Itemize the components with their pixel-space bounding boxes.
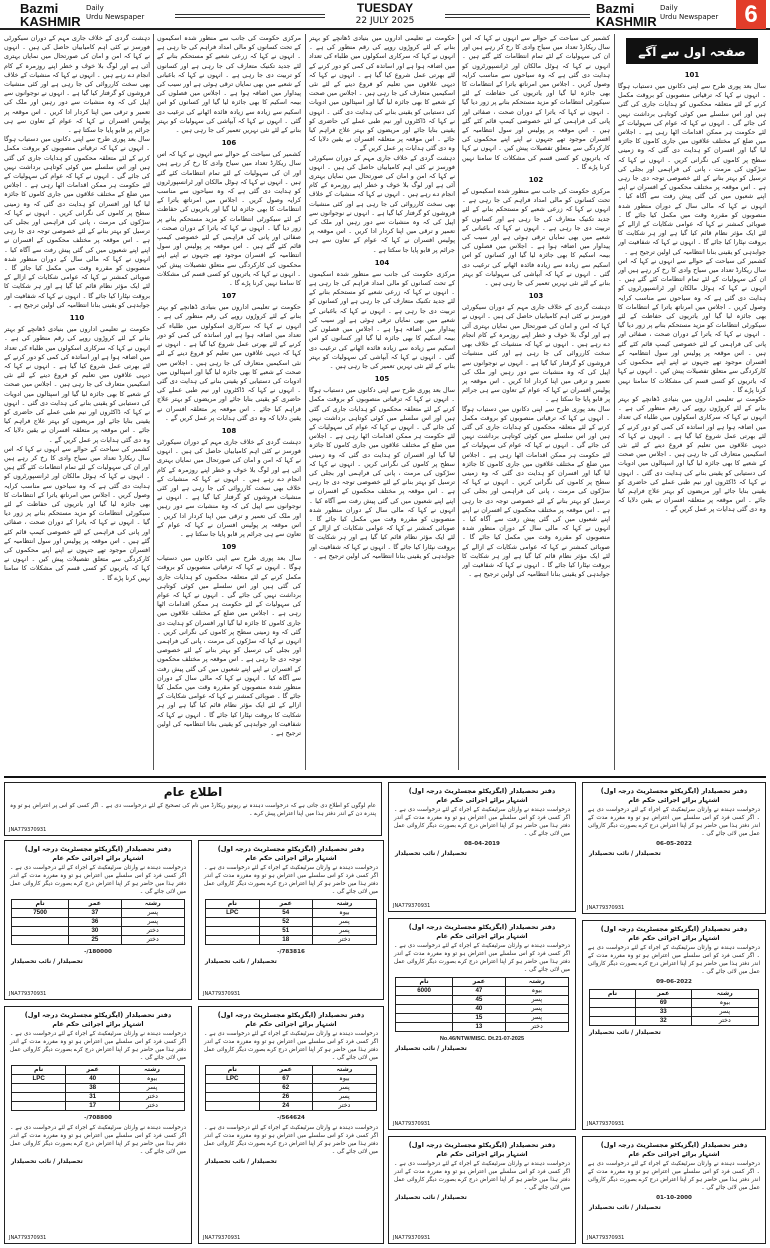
ad-body: درخواست دہندہ نے وارثان سرٹیفکیٹ کے اجراء کے لئے درخواست دی ہے ۔ اگر کسی فرد کو اس سلسلے میں اعتراض ہو تو وہ مقررہ مدت کے اندر دفتر ہذا میں حاضر ہو کر اپنا اعتراض درج کرے بصورت دیگر کاروائی عمل میں لائی جائے گی ۔ — [10, 1031, 186, 1061]
article-column-3 — [309, 34, 455, 770]
table-row — [396, 996, 569, 1005]
ad-body: درخواست دہندہ نے وارثان سرٹیفکیٹ کے اجراء کے لئے درخواست دی ہے ۔ اگر کسی فرد کو اس سلسلے میں اعتراض ہو تو وہ مقررہ مدت کے اندر دفتر ہذا میں حاضر ہو کر اپنا اعتراض درج کرے بصورت دیگر کاروائی عمل میں لائی جائے گی ۔ — [588, 1161, 760, 1191]
ad-title: دفتر تحصیلدار (ایگزیکٹو مجسٹریٹ درجہ اول) — [408, 923, 556, 931]
ad-signature: تحصیلدار / نائب تحصیلدار — [395, 851, 467, 857]
cell: پسر — [505, 1005, 568, 1014]
cell: 54 — [259, 909, 312, 918]
table-row — [396, 987, 569, 996]
article-column-1 — [618, 34, 766, 770]
th: نام — [396, 978, 453, 987]
article-number: 102 — [528, 176, 544, 185]
article-text: مرکزی حکومت کی جانب سے منظور شدہ اسکیموں کے تحت کسانوں کو مالی امداد فراہم کی جا رہی ہے ۔ انہوں نے کہا کہ زرعی شعبے کو مستحکم بنانے کے لئے جدید تکنیک متعارف کی جا رہی ہے اور کسانوں کو تربیت دی جا رہی ہے ۔ انہوں نے کہا کہ باغبانی کے شعبے میں بھی نمایاں ترقی ہوئی ہے اور سیب کی پیداوار میں اضافہ ہوا ہے ۔ اجلاس میں فصلوں کی بیمہ اسکیم کا بھی جائزہ لیا گیا اور کسانوں کو اس اسکیم سے زیادہ سے زیادہ فائدہ اٹھانے کی ترغیب دی گئی ۔ انہوں نے کہا کہ آبپاشی کی سہولیات کو بہتر بنانے کے لئے نئی نہریں تعمیر کی جا رہی ہیں ۔ — [157, 34, 301, 135]
cell: 17 — [66, 1102, 120, 1111]
brand-bottom: KASHMIR — [596, 14, 657, 29]
cell — [396, 1014, 453, 1023]
ad-amount: 708800/- — [84, 1115, 112, 1121]
table-row — [396, 1005, 569, 1014]
th: رشتہ — [691, 990, 758, 999]
heirs-table — [395, 977, 569, 1032]
table-row — [396, 1014, 569, 1023]
cell: 52 — [259, 918, 312, 927]
ad-body: عام لوگوں کو اطلاع دی جاتی ہے کہ درخواست دہندہ نے ریونیو ریکارڈ میں نام کی تصحیح کے لئے درخواست دی ہے ۔ اگر کسی کو اس پر اعتراض ہو تو وہ پندرہ دن کے اندر دفتر ہذا میں اپنا اعتراض پیش کرے ۔ — [10, 803, 376, 817]
cell: 6000 — [396, 987, 453, 996]
ad-subtitle: اشتہار برائے اجرائی حکم عام — [628, 1150, 720, 1158]
ad-title: دفتر تحصیلدار (ایگزیکٹو مجسٹریٹ درجہ اول) — [217, 1011, 365, 1019]
ad-code: JNA779370931 — [587, 1121, 625, 1127]
ad-signature: تحصیلدار / نائب تحصیلدار — [205, 959, 277, 965]
article-text: سال بعد پوری طرح سے اپنی دکانوں میں دستیاب ہوگا ۔ انہوں نے کہا کہ ترقیاتی منصوبوں کو بروقت مکمل کرنے کے لئے متعلقہ محکموں کو ہدایات جاری کی گئی ہیں اور اس سلسلے میں کوئی کوتاہی برداشت نہیں کی جائے گی ۔ انہوں نے کہا کہ عوام کی سہولیات کے لئے حکومت ہر ممکن اقدامات اٹھا رہی ہے ۔ اجلاس میں ضلع کے مختلف علاقوں میں جاری کاموں کا جائزہ لیا گیا اور افسران کو ہدایت دی گئی کہ وہ زمینی سطح پر کاموں کی نگرانی کریں ۔ انہوں نے کہا کہ سڑکوں کی مرمت ، پانی کی فراہمی اور بجلی کی ترسیل کو بہتر بنانے کے لئے خصوصی توجہ دی جا رہی ہے ۔ اس موقعہ پر مختلف محکموں کے افسران نے اپنے اپنے شعبوں میں کی گئی پیش رفت سے آگاہ کیا ۔ انہوں نے کہا کہ مالی سال کے دوران منظور شدہ منصوبوں کو مقررہ وقت میں مکمل کیا جائے گا ۔ صوبائی کمشنر نے کہا کہ عوامی شکایات کے ازالے کے لئے ایک مؤثر نظام قائم کیا گیا ہے اور ہر شکایت کا بروقت نپٹارا کیا جائے گا ۔ انہوں نے کہا کہ شفافیت اور جوابدہی کو یقینی بنانا انتظامیہ کی اولین ترجیح ہے ۔ — [309, 386, 455, 560]
article-text: کشمیر کی سیاحت کے حوالے سے انہوں نے کہا کہ اس سال ریکارڈ تعداد میں سیاح وادی کا رخ کر رہے ہیں اور ان کی سہولیات کے لئے تمام انتظامات کئے گئے ہیں ۔ انہوں نے کہا کہ ہوٹل مالکان اور ٹرانسپورٹروں کو ہدایت دی گئی ہے کہ وہ سیاحوں سے مناسب کرایہ وصول کریں ۔ اجلاس میں امرناتھ یاترا کے انتظامات کا بھی جائزہ لیا گیا اور یاتریوں کی حفاظت کے لئے سیکورٹی انتظامات کو مزید مستحکم بنانے پر زور دیا گیا ۔ انہوں نے کہا کہ یاترا کے دوران صحت ، صفائی اور پانی کی فراہمی کے لئے خصوصی کیمپ قائم کئے گئے ہیں ۔ اس موقعہ پر پولیس اور سول انتظامیہ کے افسران موجود تھے جنہوں نے اپنے اپنے محکموں کی کارکردگی سے متعلق تفصیلات پیش کیں ۔ انہوں نے کہا کہ یاتریوں کو کسی قسم کی مشکلات کا سامنا نہیں کرنا پڑے گا ۔ — [618, 256, 766, 394]
ad-body: درخواست دہندہ نے وارثان سرٹیفکیٹ کے اجراء کے لئے درخواست دی ہے ۔ اگر کسی فرد کو اس سلسلے میں اعتراض ہو تو وہ مقررہ مدت کے اندر دفتر ہذا میں حاضر ہو کر اپنا اعتراض درج کرے بصورت دیگر کاروائی عمل میں لائی جائے گی ۔ — [10, 1125, 186, 1155]
cell: پسر — [691, 1008, 758, 1017]
table-row — [12, 1093, 185, 1102]
ad-amount: 564624/- — [277, 1115, 305, 1121]
ad-notice — [582, 1136, 766, 1244]
ad-code: JNA779370931 — [203, 991, 241, 997]
ad-body: درخواست دہندہ نے وارثان سرٹیفکیٹ کے اجراء کے لئے درخواست دی ہے ۔ اگر کسی فرد کو اس سلسلے میں اعتراض ہو تو وہ مقررہ مدت کے اندر دفتر ہذا میں حاضر ہو کر اپنا اعتراض درج کرے بصورت دیگر کاروائی عمل میں لائی جائے گی ۔ — [204, 865, 378, 895]
brand-bottom: KASHMIR — [20, 14, 81, 29]
table-row — [206, 1093, 377, 1102]
ad-body: درخواست دہندہ نے وارثان سرٹیفکیٹ کے اجراء کے لئے درخواست دی ہے ۔ اگر کسی فرد کو اس سلسلے میں اعتراض ہو تو وہ مقررہ مدت کے اندر دفتر ہذا میں حاضر ہو کر اپنا اعتراض درج کرے بصورت دیگر کاروائی عمل میں لائی جائے گی ۔ — [204, 1031, 378, 1061]
sub-top: Daily — [86, 4, 104, 12]
article-number: 101 — [684, 71, 700, 79]
ad-date: 09-06-2022 — [656, 979, 692, 985]
heirs-table — [11, 899, 185, 945]
cell: بیوہ — [120, 1075, 185, 1084]
ad-notice — [388, 782, 576, 912]
th: رشتہ — [120, 1066, 185, 1075]
ad-subtitle: اشتہار برائے اجرائی حکم عام — [628, 934, 720, 942]
cell — [396, 996, 453, 1005]
cell — [12, 927, 69, 936]
cell: LPC — [206, 1075, 260, 1084]
ad-signature: تحصیلدار / نائب تحصیلدار — [589, 1205, 661, 1211]
table-row — [12, 936, 185, 945]
table-row — [206, 927, 377, 936]
article-column-2 — [462, 34, 610, 770]
ad-subtitle: اشتہار برائے اجرائی حکم عام — [245, 1020, 337, 1028]
table-row — [12, 1075, 185, 1084]
article-column-4 — [157, 34, 301, 770]
ad-amount: 180000/- — [84, 949, 112, 955]
th: رشتہ — [312, 1066, 376, 1075]
cell: 15 — [453, 1014, 505, 1023]
ad-code: JNA779370931 — [587, 1235, 625, 1241]
ad-signature: تحصیلدار / نائب تحصیلدار — [205, 1159, 277, 1165]
ad-title: دفتر تحصیلدار (ایگزیکٹو مجسٹریٹ درجہ اول) — [408, 1141, 556, 1149]
cell — [590, 1017, 636, 1026]
article-text: کشمیر کی سیاحت کے حوالے سے انہوں نے کہا کہ اس سال ریکارڈ تعداد میں سیاح وادی کا رخ کر رہے ہیں اور ان کی سہولیات کے لئے تمام انتظامات کئے گئے ہیں ۔ انہوں نے کہا کہ ہوٹل مالکان اور ٹرانسپورٹروں کو ہدایت دی گئی ہے کہ وہ سیاحوں سے مناسب کرایہ وصول کریں ۔ اجلاس میں امرناتھ یاترا کے انتظامات کا بھی جائزہ لیا گیا اور یاتریوں کی حفاظت کے لئے سیکورٹی انتظامات کو مزید مستحکم بنانے پر زور دیا گیا ۔ انہوں نے کہا کہ یاترا کے دوران صحت ، صفائی اور پانی کی فراہمی کے لئے خصوصی کیمپ قائم کئے گئے ہیں ۔ اس موقعہ پر پولیس اور سول انتظامیہ کے افسران موجود تھے جنہوں نے اپنے اپنے محکموں کی کارکردگی سے متعلق تفصیلات پیش کیں ۔ انہوں نے کہا کہ یاتریوں کو کسی قسم کی مشکلات کا سامنا نہیں کرنا پڑے گا ۔ — [157, 150, 301, 288]
article-number: 110 — [69, 314, 85, 323]
ad-code: JNA779370931 — [587, 905, 625, 911]
th: عمر — [259, 900, 312, 909]
article-text: سال بعد پوری طرح سے اپنی دکانوں میں دستیاب ہوگا ۔ انہوں نے کہا کہ ترقیاتی منصوبوں کو بروقت مکمل کرنے کے لئے متعلقہ محکموں کو ہدایات جاری کی گئی ہیں اور اس سلسلے میں کوئی کوتاہی برداشت نہیں کی جائے گی ۔ انہوں نے کہا کہ عوام کی سہولیات کے لئے حکومت ہر ممکن اقدامات اٹھا رہی ہے ۔ اجلاس میں ضلع کے مختلف علاقوں میں جاری کاموں کا جائزہ لیا گیا اور افسران کو ہدایت دی گئی کہ وہ زمینی سطح پر کاموں کی نگرانی کریں ۔ انہوں نے کہا کہ سڑکوں کی مرمت ، پانی کی فراہمی اور بجلی کی ترسیل کو بہتر بنانے کے لئے خصوصی توجہ دی جا رہی ہے ۔ اس موقعہ پر مختلف محکموں کے افسران نے اپنے اپنے شعبوں میں کی گئی پیش رفت سے آگاہ کیا ۔ انہوں نے کہا کہ مالی سال کے دوران منظور شدہ منصوبوں کو مقررہ وقت میں مکمل کیا جائے گا ۔ صوبائی کمشنر نے کہا کہ عوامی شکایات کے ازالے کے لئے ایک مؤثر نظام قائم کیا گیا ہے اور ہر شکایت کا بروقت نپٹارا کیا جائے گا ۔ انہوں نے کہا کہ شفافیت اور جوابدہی کو یقینی بنانا انتظامیہ کی اولین ترجیح ہے ۔ — [157, 554, 301, 738]
ad-code: JNA779370931 — [9, 991, 47, 997]
table-row — [396, 1023, 569, 1032]
column-divider — [305, 34, 306, 770]
cell: 62 — [259, 1084, 312, 1093]
cell: پسر — [505, 996, 568, 1005]
ad-subtitle: اشتہار برائے اجرائی حکم عام — [436, 1150, 528, 1158]
masthead — [0, 0, 770, 30]
th: نام — [590, 990, 636, 999]
article-number: 107 — [221, 292, 237, 301]
ad-signature: تحصیلدار / نائب تحصیلدار — [589, 851, 661, 857]
cell: دختر — [120, 1102, 185, 1111]
heirs-table — [589, 989, 759, 1026]
heirs-table — [205, 1065, 377, 1111]
cell: 47 — [453, 987, 505, 996]
cell: 33 — [635, 1008, 691, 1017]
article-text: کشمیر کی سیاحت کے حوالے سے انہوں نے کہا کہ اس سال ریکارڈ تعداد میں سیاح وادی کا رخ کر رہے ہیں اور ان کی سہولیات کے لئے تمام انتظامات کئے گئے ہیں ۔ انہوں نے کہا کہ ہوٹل مالکان اور ٹرانسپورٹروں کو ہدایت دی گئی ہے کہ وہ سیاحوں سے مناسب کرایہ وصول کریں ۔ اجلاس میں امرناتھ یاترا کے انتظامات کا بھی جائزہ لیا گیا اور یاتریوں کی حفاظت کے لئے سیکورٹی انتظامات کو مزید مستحکم بنانے پر زور دیا گیا ۔ انہوں نے کہا کہ یاترا کے دوران صحت ، صفائی اور پانی کی فراہمی کے لئے خصوصی کیمپ قائم کئے گئے ہیں ۔ اس موقعہ پر پولیس اور سول انتظامیہ کے افسران موجود تھے جنہوں نے اپنے اپنے محکموں کی کارکردگی سے متعلق تفصیلات پیش کیں ۔ انہوں نے کہا کہ یاتریوں کو کسی قسم کی مشکلات کا سامنا نہیں کرنا پڑے گا ۔ — [462, 34, 610, 171]
ad-notice — [582, 782, 766, 914]
sub-bottom: Urdu Newspaper — [660, 13, 719, 21]
cell: بیوہ — [691, 999, 758, 1008]
brand-top: Bazmi — [596, 1, 635, 16]
ad-body: درخواست دہندہ نے وارثان سرٹیفکیٹ کے اجراء کے لئے درخواست دی ہے ۔ اگر کسی فرد کو اس سلسلے میں اعتراض ہو تو وہ مقررہ مدت کے اندر دفتر ہذا میں حاضر ہو کر اپنا اعتراض درج کرے بصورت دیگر کاروائی عمل میں لائی جائے گی ۔ — [204, 1125, 378, 1155]
ad-title: دفتر تحصیلدار (ایگزیکٹو مجسٹریٹ درجہ اول) — [24, 845, 172, 853]
article-number: 105 — [374, 375, 390, 384]
th: نام — [206, 900, 260, 909]
ad-title: دفتر تحصیلدار (ایگزیکٹو مجسٹریٹ درجہ اول) — [24, 1011, 172, 1019]
ad-signature: تحصیلدار / نائب تحصیلدار — [11, 959, 83, 965]
cell: پسر — [312, 927, 376, 936]
cell — [396, 1005, 453, 1014]
ad-public-notice — [4, 782, 382, 836]
cell: دختر — [505, 1023, 568, 1032]
cell: 26 — [259, 1093, 312, 1102]
masthead-brand-right — [596, 2, 657, 28]
cell: دختر — [312, 1102, 376, 1111]
table-row — [12, 918, 185, 927]
cell: 32 — [635, 1017, 691, 1026]
masthead-day: TUESDAY — [356, 1, 414, 15]
ad-notice-table — [198, 1006, 384, 1244]
cell — [206, 927, 260, 936]
masthead-brand-left — [20, 2, 81, 28]
column-divider — [153, 34, 154, 770]
cell: دختر — [691, 1017, 758, 1026]
cell — [206, 936, 260, 945]
th: عمر — [69, 900, 121, 909]
cell: 7500 — [12, 909, 69, 918]
ad-signature: تحصیلدار / نائب تحصیلدار — [589, 1030, 661, 1036]
article-number: 103 — [528, 292, 544, 301]
sub-bottom: Urdu Newspaper — [86, 13, 145, 21]
article-text: دہشت گردی کے خلاف جاری مہم کے دوران سیکورٹی فورسز نے کئی اہم کامیابیاں حاصل کی ہیں ۔ انہوں نے کہا کہ امن و امان کی صورتحال میں نمایاں بہتری آئی ہے اور لوگ بلا خوف و خطر اپنے روزمرہ کے کام انجام دے رہے ہیں ۔ انہوں نے کہا کہ منشیات کے خلاف بھی سخت کارروائی کی جا رہی ہے اور کئی منشیات فروشوں کو گرفتار کیا گیا ہے ۔ انہوں نے نوجوانوں سے اپیل کی کہ وہ منشیات سے دور رہیں اور ملک کی تعمیر و ترقی میں اپنا کردار ادا کریں ۔ اس موقعہ پر پولیس افسران نے کہا کہ عوام کے تعاون سے ہی جرائم پر قابو پایا جا سکتا ہے ۔ — [4, 34, 150, 135]
article-text: حکومت نے تعلیمی اداروں میں بنیادی ڈھانچے کو بہتر بنانے کے لئے کروڑوں روپے کی رقم منظور کی ہے ۔ انہوں نے کہا کہ سرکاری اسکولوں میں طلباء کی تعداد میں اضافہ ہوا ہے اور اساتذہ کی کمی کو دور کرنے کے لئے بھرتی عمل شروع کیا گیا ہے ۔ انہوں نے کہا کہ دیہی علاقوں میں تعلیم کو فروغ دینے کے لئے نئی اسکیمیں متعارف کی جا رہی ہیں ۔ اجلاس میں صحت کے شعبے کا بھی جائزہ لیا گیا اور اسپتالوں میں ادویات کی دستیابی کو یقینی بنانے کی ہدایت دی گئی ۔ انہوں نے کہا کہ ڈاکٹروں اور نیم طبی عملے کی حاضری کو یقینی بنایا جائے اور مریضوں کو بہتر علاج فراہم کیا جائے ۔ اس موقعہ پر متعلقہ افسران نے یقین دلایا کہ وہ دی گئی ہدایات پر عمل کریں گے ۔ — [618, 394, 766, 514]
article-number: 109 — [221, 543, 237, 552]
table-row — [12, 927, 185, 936]
table-row — [12, 1102, 185, 1111]
cell: 36 — [69, 918, 121, 927]
ad-body: درخواست دہندہ نے وارثان سرٹیفکیٹ کے اجراء کے لئے درخواست دی ہے ۔ اگر کسی فرد کو اس سلسلے میں اعتراض ہو تو وہ مقررہ مدت کے اندر دفتر ہذا میں حاضر ہو کر اپنا اعتراض درج کرے بصورت دیگر کاروائی عمل میں لائی جائے گی ۔ — [394, 943, 570, 973]
article-text: حکومت نے تعلیمی اداروں میں بنیادی ڈھانچے کو بہتر بنانے کے لئے کروڑوں روپے کی رقم منظور کی ہے ۔ انہوں نے کہا کہ سرکاری اسکولوں میں طلباء کی تعداد میں اضافہ ہوا ہے اور اساتذہ کی کمی کو دور کرنے کے لئے بھرتی عمل شروع کیا گیا ہے ۔ انہوں نے کہا کہ دیہی علاقوں میں تعلیم کو فروغ دینے کے لئے نئی اسکیمیں متعارف کی جا رہی ہیں ۔ اجلاس میں صحت کے شعبے کا بھی جائزہ لیا گیا اور اسپتالوں میں ادویات کی دستیابی کو یقینی بنانے کی ہدایت دی گئی ۔ انہوں نے کہا کہ ڈاکٹروں اور نیم طبی عملے کی حاضری کو یقینی بنایا جائے اور مریضوں کو بہتر علاج فراہم کیا جائے ۔ اس موقعہ پر متعلقہ افسران نے یقین دلایا کہ وہ دی گئی ہدایات پر عمل کریں گے ۔ — [157, 303, 301, 422]
masthead-sub-right — [660, 4, 718, 22]
article-text: دہشت گردی کے خلاف جاری مہم کے دوران سیکورٹی فورسز نے کئی اہم کامیابیاں حاصل کی ہیں ۔ انہوں نے کہا کہ امن و امان کی صورتحال میں نمایاں بہتری آئی ہے اور لوگ بلا خوف و خطر اپنے روزمرہ کے کام انجام دے رہے ہیں ۔ انہوں نے کہا کہ منشیات کے خلاف بھی سخت کارروائی کی جا رہی ہے اور کئی منشیات فروشوں کو گرفتار کیا گیا ہے ۔ انہوں نے نوجوانوں سے اپیل کی کہ وہ منشیات سے دور رہیں اور ملک کی تعمیر و ترقی میں اپنا کردار ادا کریں ۔ اس موقعہ پر پولیس افسران نے کہا کہ عوام کے تعاون سے ہی جرائم پر قابو پایا جا سکتا ہے ۔ — [309, 153, 455, 254]
article-text: سال بعد پوری طرح سے اپنی دکانوں میں دستیاب ہوگا ۔ انہوں نے کہا کہ ترقیاتی منصوبوں کو بروقت مکمل کرنے کے لئے متعلقہ محکموں کو ہدایات جاری کی گئی ہیں اور اس سلسلے میں کوئی کوتاہی برداشت نہیں کی جائے گی ۔ انہوں نے کہا کہ عوام کی سہولیات کے لئے حکومت ہر ممکن اقدامات اٹھا رہی ہے ۔ اجلاس میں ضلع کے مختلف علاقوں میں جاری کاموں کا جائزہ لیا گیا اور افسران کو ہدایت دی گئی کہ وہ زمینی سطح پر کاموں کی نگرانی کریں ۔ انہوں نے کہا کہ سڑکوں کی مرمت ، پانی کی فراہمی اور بجلی کی ترسیل کو بہتر بنانے کے لئے خصوصی توجہ دی جا رہی ہے ۔ اس موقعہ پر مختلف محکموں کے افسران نے اپنے اپنے شعبوں میں کی گئی پیش رفت سے آگاہ کیا ۔ انہوں نے کہا کہ مالی سال کے دوران منظور شدہ منصوبوں کو مقررہ وقت میں مکمل کیا جائے گا ۔ صوبائی کمشنر نے کہا کہ عوامی شکایات کے ازالے کے لئے ایک مؤثر نظام قائم کیا گیا ہے اور ہر شکایت کا بروقت نپٹارا کیا جائے گا ۔ انہوں نے کہا کہ شفافیت اور جوابدہی کو یقینی بنانا انتظامیہ کی اولین ترجیح ہے ۔ — [462, 404, 610, 579]
cell — [590, 999, 636, 1008]
table-row — [206, 918, 377, 927]
table-row — [206, 1084, 377, 1093]
page-number-badge: 6 — [736, 0, 766, 29]
cell: 13 — [453, 1023, 505, 1032]
article-text: سال بعد پوری طرح سے اپنی دکانوں میں دستیاب ہوگا ۔ انہوں نے کہا کہ ترقیاتی منصوبوں کو بروقت مکمل کرنے کے لئے متعلقہ محکموں کو ہدایات جاری کی گئی ہیں اور اس سلسلے میں کوئی کوتاہی برداشت نہیں کی جائے گی ۔ انہوں نے کہا کہ عوام کی سہولیات کے لئے حکومت ہر ممکن اقدامات اٹھا رہی ہے ۔ اجلاس میں ضلع کے مختلف علاقوں میں جاری کاموں کا جائزہ لیا گیا اور افسران کو ہدایت دی گئی کہ وہ زمینی سطح پر کاموں کی نگرانی کریں ۔ انہوں نے کہا کہ سڑکوں کی مرمت ، پانی کی فراہمی اور بجلی کی ترسیل کو بہتر بنانے کے لئے خصوصی توجہ دی جا رہی ہے ۔ اس موقعہ پر مختلف محکموں کے افسران نے اپنے اپنے شعبوں میں کی گئی پیش رفت سے آگاہ کیا ۔ انہوں نے کہا کہ مالی سال کے دوران منظور شدہ منصوبوں کو مقررہ وقت میں مکمل کیا جائے گا ۔ صوبائی کمشنر نے کہا کہ عوامی شکایات کے ازالے کے لئے ایک مؤثر نظام قائم کیا گیا ہے اور ہر شکایت کا بروقت نپٹارا کیا جائے گا ۔ انہوں نے کہا کہ شفافیت اور جوابدہی کو یقینی بنانا انتظامیہ کی اولین ترجیح ہے ۔ — [4, 135, 150, 309]
column-divider — [614, 34, 615, 770]
table-row — [590, 999, 759, 1008]
ad-title: دفتر تحصیلدار (ایگزیکٹو مجسٹریٹ درجہ اول) — [408, 787, 556, 795]
ad-body: درخواست دہندہ نے وارثان سرٹیفکیٹ کے اجراء کے لئے درخواست دی ہے ۔ اگر کسی فرد کو اس سلسلے میں اعتراض ہو تو وہ مقررہ مدت کے اندر دفتر ہذا میں حاضر ہو کر اپنا اعتراض درج کرے بصورت دیگر کاروائی عمل میں لائی جائے گی ۔ — [394, 1161, 570, 1191]
th: عمر — [635, 990, 691, 999]
ad-amount: 783816/- — [277, 949, 305, 955]
cell: 24 — [259, 1102, 312, 1111]
cell — [12, 918, 69, 927]
masthead-date: 22 JULY 2025 — [355, 16, 415, 26]
cell: 45 — [453, 996, 505, 1005]
ad-code: JNA779370931 — [393, 1121, 431, 1127]
ad-notice-table — [4, 840, 192, 1000]
th: نام — [12, 1066, 66, 1075]
cell: پسر — [312, 918, 376, 927]
masthead-rule — [445, 14, 590, 18]
cell: 69 — [635, 999, 691, 1008]
cell: 30 — [69, 927, 121, 936]
cell — [12, 1084, 66, 1093]
cell: 38 — [66, 1084, 120, 1093]
cell: 31 — [66, 1093, 120, 1102]
classified-ads-area — [4, 776, 766, 1244]
table-row — [206, 909, 377, 918]
article-text: مرکزی حکومت کی جانب سے منظور شدہ اسکیموں کے تحت کسانوں کو مالی امداد فراہم کی جا رہی ہے ۔ انہوں نے کہا کہ زرعی شعبے کو مستحکم بنانے کے لئے جدید تکنیک متعارف کی جا رہی ہے اور کسانوں کو تربیت دی جا رہی ہے ۔ انہوں نے کہا کہ باغبانی کے شعبے میں بھی نمایاں ترقی ہوئی ہے اور سیب کی پیداوار میں اضافہ ہوا ہے ۔ اجلاس میں فصلوں کی بیمہ اسکیم کا بھی جائزہ لیا گیا اور کسانوں کو اس اسکیم سے زیادہ سے زیادہ فائدہ اٹھانے کی ترغیب دی گئی ۔ انہوں نے کہا کہ آبپاشی کی سہولیات کو بہتر بنانے کے لئے نئی نہریں تعمیر کی جا رہی ہیں ۔ — [462, 187, 610, 288]
ad-code: JNA779370931 — [393, 1235, 431, 1241]
cell: 67 — [259, 1075, 312, 1084]
table-row — [590, 1008, 759, 1017]
ad-body: درخواست دہندہ نے وارثان سرٹیفکیٹ کے اجراء کے لئے درخواست دی ہے ۔ اگر کسی فرد کو اس سلسلے میں اعتراض ہو تو وہ مقررہ مدت کے اندر دفتر ہذا میں حاضر ہو کر اپنا اعتراض درج کرے بصورت دیگر کاروائی عمل میں لائی جائے گی ۔ — [588, 807, 760, 837]
ad-notice-table — [582, 920, 766, 1130]
cell: 25 — [69, 936, 121, 945]
column-divider — [458, 34, 459, 770]
cell: پسر — [505, 1014, 568, 1023]
table-row — [12, 909, 185, 918]
table-row — [590, 1017, 759, 1026]
article-text: حکومت نے تعلیمی اداروں میں بنیادی ڈھانچے کو بہتر بنانے کے لئے کروڑوں روپے کی رقم منظور کی ہے ۔ انہوں نے کہا کہ سرکاری اسکولوں میں طلباء کی تعداد میں اضافہ ہوا ہے اور اساتذہ کی کمی کو دور کرنے کے لئے بھرتی عمل شروع کیا گیا ہے ۔ انہوں نے کہا کہ دیہی علاقوں میں تعلیم کو فروغ دینے کے لئے نئی اسکیمیں متعارف کی جا رہی ہیں ۔ اجلاس میں صحت کے شعبے کا بھی جائزہ لیا گیا اور اسپتالوں میں ادویات کی دستیابی کو یقینی بنانے کی ہدایت دی گئی ۔ انہوں نے کہا کہ ڈاکٹروں اور نیم طبی عملے کی حاضری کو یقینی بنایا جائے اور مریضوں کو بہتر علاج فراہم کیا جائے ۔ اس موقعہ پر متعلقہ افسران نے یقین دلایا کہ وہ دی گئی ہدایات پر عمل کریں گے ۔ — [309, 34, 455, 153]
table-row — [12, 1084, 185, 1093]
masthead-rule — [175, 14, 325, 18]
ad-title: اطلاع عام — [163, 785, 223, 799]
cell — [590, 1008, 636, 1017]
cell — [12, 1093, 66, 1102]
cell: پسر — [121, 909, 184, 918]
ad-body: درخواست دہندہ نے وارثان سرٹیفکیٹ کے اجراء کے لئے درخواست دی ہے ۔ اگر کسی فرد کو اس سلسلے میں اعتراض ہو تو وہ مقررہ مدت کے اندر دفتر ہذا میں حاضر ہو کر اپنا اعتراض درج کرے بصورت دیگر کاروائی عمل میں لائی جائے گی ۔ — [10, 865, 186, 895]
cell: 37 — [69, 909, 121, 918]
ad-code: JNA779370931 — [9, 827, 47, 833]
article-number: 108 — [221, 426, 237, 435]
ad-subtitle: اشتہار برائے اجرائی حکم عام — [245, 854, 337, 862]
cell — [12, 1102, 66, 1111]
cell: پسر — [312, 1084, 376, 1093]
section-heading: صفحہ اول سے آگے — [626, 38, 758, 64]
article-column-5 — [4, 34, 150, 770]
ad-subtitle: اشتہار برائے اجرائی حکم عام — [52, 854, 144, 862]
cell — [396, 1023, 453, 1032]
ad-notice — [388, 1136, 576, 1244]
th: نام — [12, 900, 69, 909]
ad-subtitle: اشتہار برائے اجرائی حکم عام — [52, 1020, 144, 1028]
ad-signature: تحصیلدار / نائب تحصیلدار — [395, 1195, 467, 1201]
table-row — [206, 1075, 377, 1084]
article-text: مرکزی حکومت کی جانب سے منظور شدہ اسکیموں کے تحت کسانوں کو مالی امداد فراہم کی جا رہی ہے ۔ انہوں نے کہا کہ زرعی شعبے کو مستحکم بنانے کے لئے جدید تکنیک متعارف کی جا رہی ہے اور کسانوں کو تربیت دی جا رہی ہے ۔ انہوں نے کہا کہ باغبانی کے شعبے میں بھی نمایاں ترقی ہوئی ہے اور سیب کی پیداوار میں اضافہ ہوا ہے ۔ اجلاس میں فصلوں کی بیمہ اسکیم کا بھی جائزہ لیا گیا اور کسانوں کو اس اسکیم سے زیادہ سے زیادہ فائدہ اٹھانے کی ترغیب دی گئی ۔ انہوں نے کہا کہ آبپاشی کی سہولیات کو بہتر بنانے کے لئے نئی نہریں تعمیر کی جا رہی ہیں ۔ — [309, 269, 455, 370]
th: رشتہ — [505, 978, 568, 987]
heirs-table — [11, 1065, 185, 1111]
cell: 18 — [259, 936, 312, 945]
ad-body: درخواست دہندہ نے وارثان سرٹیفکیٹ کے اجراء کے لئے درخواست دی ہے ۔ اگر کسی فرد کو اس سلسلے میں اعتراض ہو تو وہ مقررہ مدت کے اندر دفتر ہذا میں حاضر ہو کر اپنا اعتراض درج کرے بصورت دیگر کاروائی عمل میں لائی جائے گی ۔ — [394, 807, 570, 837]
article-number: 104 — [374, 258, 390, 267]
cell — [206, 1102, 260, 1111]
article-number: 106 — [221, 139, 237, 148]
cell — [206, 1093, 260, 1102]
heirs-table — [205, 899, 377, 945]
sub-top: Daily — [660, 4, 678, 12]
ad-notice-table — [4, 1006, 192, 1244]
cell: دختر — [120, 1093, 185, 1102]
cell: 40 — [66, 1075, 120, 1084]
th: رشتہ — [121, 900, 184, 909]
cell: دختر — [121, 936, 184, 945]
ad-subtitle: اشتہار برائے اجرائی حکم عام — [436, 932, 528, 940]
cell: پسر — [120, 1084, 185, 1093]
cell: 51 — [259, 927, 312, 936]
cell: دختر — [121, 927, 184, 936]
th: نام — [206, 1066, 260, 1075]
article-text: دہشت گردی کے خلاف جاری مہم کے دوران سیکورٹی فورسز نے کئی اہم کامیابیاں حاصل کی ہیں ۔ انہوں نے کہا کہ امن و امان کی صورتحال میں نمایاں بہتری آئی ہے اور لوگ بلا خوف و خطر اپنے روزمرہ کے کام انجام دے رہے ہیں ۔ انہوں نے کہا کہ منشیات کے خلاف بھی سخت کارروائی کی جا رہی ہے اور کئی منشیات فروشوں کو گرفتار کیا گیا ہے ۔ انہوں نے نوجوانوں سے اپیل کی کہ وہ منشیات سے دور رہیں اور ملک کی تعمیر و ترقی میں اپنا کردار ادا کریں ۔ اس موقعہ پر پولیس افسران نے کہا کہ عوام کے تعاون سے ہی جرائم پر قابو پایا جا سکتا ہے ۔ — [462, 303, 610, 404]
article-text: سال بعد پوری طرح سے اپنی دکانوں میں دستیاب ہوگا ۔ انہوں نے کہا کہ ترقیاتی منصوبوں کو بروقت مکمل کرنے کے لئے متعلقہ محکموں کو ہدایات جاری کی گئی ہیں اور اس سلسلے میں کوئی کوتاہی برداشت نہیں کی جائے گی ۔ انہوں نے کہا کہ عوام کی سہولیات کے لئے حکومت ہر ممکن اقدامات اٹھا رہی ہے ۔ اجلاس میں ضلع کے مختلف علاقوں میں جاری کاموں کا جائزہ لیا گیا اور افسران کو ہدایت دی گئی کہ وہ زمینی سطح پر کاموں کی نگرانی کریں ۔ انہوں نے کہا کہ سڑکوں کی مرمت ، پانی کی فراہمی اور بجلی کی ترسیل کو بہتر بنانے کے لئے خصوصی توجہ دی جا رہی ہے ۔ اس موقعہ پر مختلف محکموں کے افسران نے اپنے اپنے شعبوں میں کی گئی پیش رفت سے آگاہ کیا ۔ انہوں نے کہا کہ مالی سال کے دوران منظور شدہ منصوبوں کو مقررہ وقت میں مکمل کیا جائے گا ۔ صوبائی کمشنر نے کہا کہ عوامی شکایات کے ازالے کے لئے ایک مؤثر نظام قائم کیا گیا ہے اور ہر شکایت کا بروقت نپٹارا کیا جائے گا ۔ انہوں نے کہا کہ شفافیت اور جوابدہی کو یقینی بنانا انتظامیہ کی اولین ترجیح ہے ۔ — [618, 82, 766, 256]
ad-code: JNA779370931 — [9, 1235, 47, 1241]
articles-area — [4, 34, 766, 770]
ad-signature: تحصیلدار / نائب تحصیلدار — [395, 1046, 467, 1052]
cell: LPC — [206, 909, 260, 918]
article-text: کشمیر کی سیاحت کے حوالے سے انہوں نے کہا کہ اس سال ریکارڈ تعداد میں سیاح وادی کا رخ کر رہے ہیں اور ان کی سہولیات کے لئے تمام انتظامات کئے گئے ہیں ۔ انہوں نے کہا کہ ہوٹل مالکان اور ٹرانسپورٹروں کو ہدایت دی گئی ہے کہ وہ سیاحوں سے مناسب کرایہ وصول کریں ۔ اجلاس میں امرناتھ یاترا کے انتظامات کا بھی جائزہ لیا گیا اور یاتریوں کی حفاظت کے لئے سیکورٹی انتظامات کو مزید مستحکم بنانے پر زور دیا گیا ۔ انہوں نے کہا کہ یاترا کے دوران صحت ، صفائی اور پانی کی فراہمی کے لئے خصوصی کیمپ قائم کئے گئے ہیں ۔ اس موقعہ پر پولیس اور سول انتظامیہ کے افسران موجود تھے جنہوں نے اپنے اپنے محکموں کی کارکردگی سے متعلق تفصیلات پیش کیں ۔ انہوں نے کہا کہ یاتریوں کو کسی قسم کی مشکلات کا سامنا نہیں کرنا پڑے گا ۔ — [4, 444, 150, 582]
cell: بیوہ — [505, 987, 568, 996]
article-text: دہشت گردی کے خلاف جاری مہم کے دوران سیکورٹی فورسز نے کئی اہم کامیابیاں حاصل کی ہیں ۔ انہوں نے کہا کہ امن و امان کی صورتحال میں نمایاں بہتری آئی ہے اور لوگ بلا خوف و خطر اپنے روزمرہ کے کام انجام دے رہے ہیں ۔ انہوں نے کہا کہ منشیات کے خلاف بھی سخت کارروائی کی جا رہی ہے اور کئی منشیات فروشوں کو گرفتار کیا گیا ہے ۔ انہوں نے نوجوانوں سے اپیل کی کہ وہ منشیات سے دور رہیں اور ملک کی تعمیر و ترقی میں اپنا کردار ادا کریں ۔ اس موقعہ پر پولیس افسران نے کہا کہ عوام کے تعاون سے ہی جرائم پر قابو پایا جا سکتا ہے ۔ — [157, 437, 301, 538]
ad-subtitle: اشتہار برائے اجرائی حکم عام — [436, 796, 528, 804]
cell: 40 — [453, 1005, 505, 1014]
ad-notice-table — [388, 918, 576, 1130]
th: رشتہ — [312, 900, 376, 909]
cell: بیوہ — [312, 1075, 376, 1084]
th: عمر — [453, 978, 505, 987]
th: عمر — [259, 1066, 312, 1075]
th: عمر — [66, 1066, 120, 1075]
ad-title: دفتر تحصیلدار (ایگزیکٹو مجسٹریٹ درجہ اول) — [600, 925, 748, 933]
ad-title: دفتر تحصیلدار (ایگزیکٹو مجسٹریٹ درجہ اول) — [600, 1141, 748, 1149]
cell — [206, 1084, 260, 1093]
ad-date: 06-05-2022 — [656, 841, 692, 847]
ad-notice-table — [198, 840, 384, 1000]
cell: پسر — [312, 1093, 376, 1102]
ad-code: JNA779370931 — [203, 1235, 241, 1241]
ad-body: درخواست دہندہ نے وارثان سرٹیفکیٹ کے اجراء کے لئے درخواست دی ہے ۔ اگر کسی فرد کو اس سلسلے میں اعتراض ہو تو وہ مقررہ مدت کے اندر دفتر ہذا میں حاضر ہو کر اپنا اعتراض درج کرے بصورت دیگر کاروائی عمل میں لائی جائے گی ۔ — [588, 945, 760, 975]
cell: بیوہ — [312, 909, 376, 918]
table-row — [206, 936, 377, 945]
ad-subtitle: اشتہار برائے اجرائی حکم عام — [628, 796, 720, 804]
ad-reference: No.46/NTW/MISC. Dt.21-07-2025 — [439, 1036, 525, 1042]
ad-signature: تحصیلدار / نائب تحصیلدار — [11, 1159, 83, 1165]
table-row — [206, 1102, 377, 1111]
cell: LPC — [12, 1075, 66, 1084]
cell: پسر — [121, 918, 184, 927]
masthead-sub-left — [86, 4, 144, 22]
ad-date: 08-04-2019 — [464, 841, 500, 847]
ad-date: 01-10-2000 — [656, 1195, 692, 1201]
article-text: حکومت نے تعلیمی اداروں میں بنیادی ڈھانچے کو بہتر بنانے کے لئے کروڑوں روپے کی رقم منظور کی ہے ۔ انہوں نے کہا کہ سرکاری اسکولوں میں طلباء کی تعداد میں اضافہ ہوا ہے اور اساتذہ کی کمی کو دور کرنے کے لئے بھرتی عمل شروع کیا گیا ہے ۔ انہوں نے کہا کہ دیہی علاقوں میں تعلیم کو فروغ دینے کے لئے نئی اسکیمیں متعارف کی جا رہی ہیں ۔ اجلاس میں صحت کے شعبے کا بھی جائزہ لیا گیا اور اسپتالوں میں ادویات کی دستیابی کو یقینی بنانے کی ہدایت دی گئی ۔ انہوں نے کہا کہ ڈاکٹروں اور نیم طبی عملے کی حاضری کو یقینی بنایا جائے اور مریضوں کو بہتر علاج فراہم کیا جائے ۔ اس موقعہ پر متعلقہ افسران نے یقین دلایا کہ وہ دی گئی ہدایات پر عمل کریں گے ۔ — [4, 325, 150, 444]
cell: دختر — [312, 936, 376, 945]
cell — [12, 936, 69, 945]
ad-code: JNA779370931 — [393, 903, 431, 909]
brand-top: Bazmi — [20, 1, 59, 16]
cell — [206, 918, 260, 927]
ad-title: دفتر تحصیلدار (ایگزیکٹو مجسٹریٹ درجہ اول) — [600, 787, 748, 795]
ad-title: دفتر تحصیلدار (ایگزیکٹو مجسٹریٹ درجہ اول) — [217, 845, 365, 853]
